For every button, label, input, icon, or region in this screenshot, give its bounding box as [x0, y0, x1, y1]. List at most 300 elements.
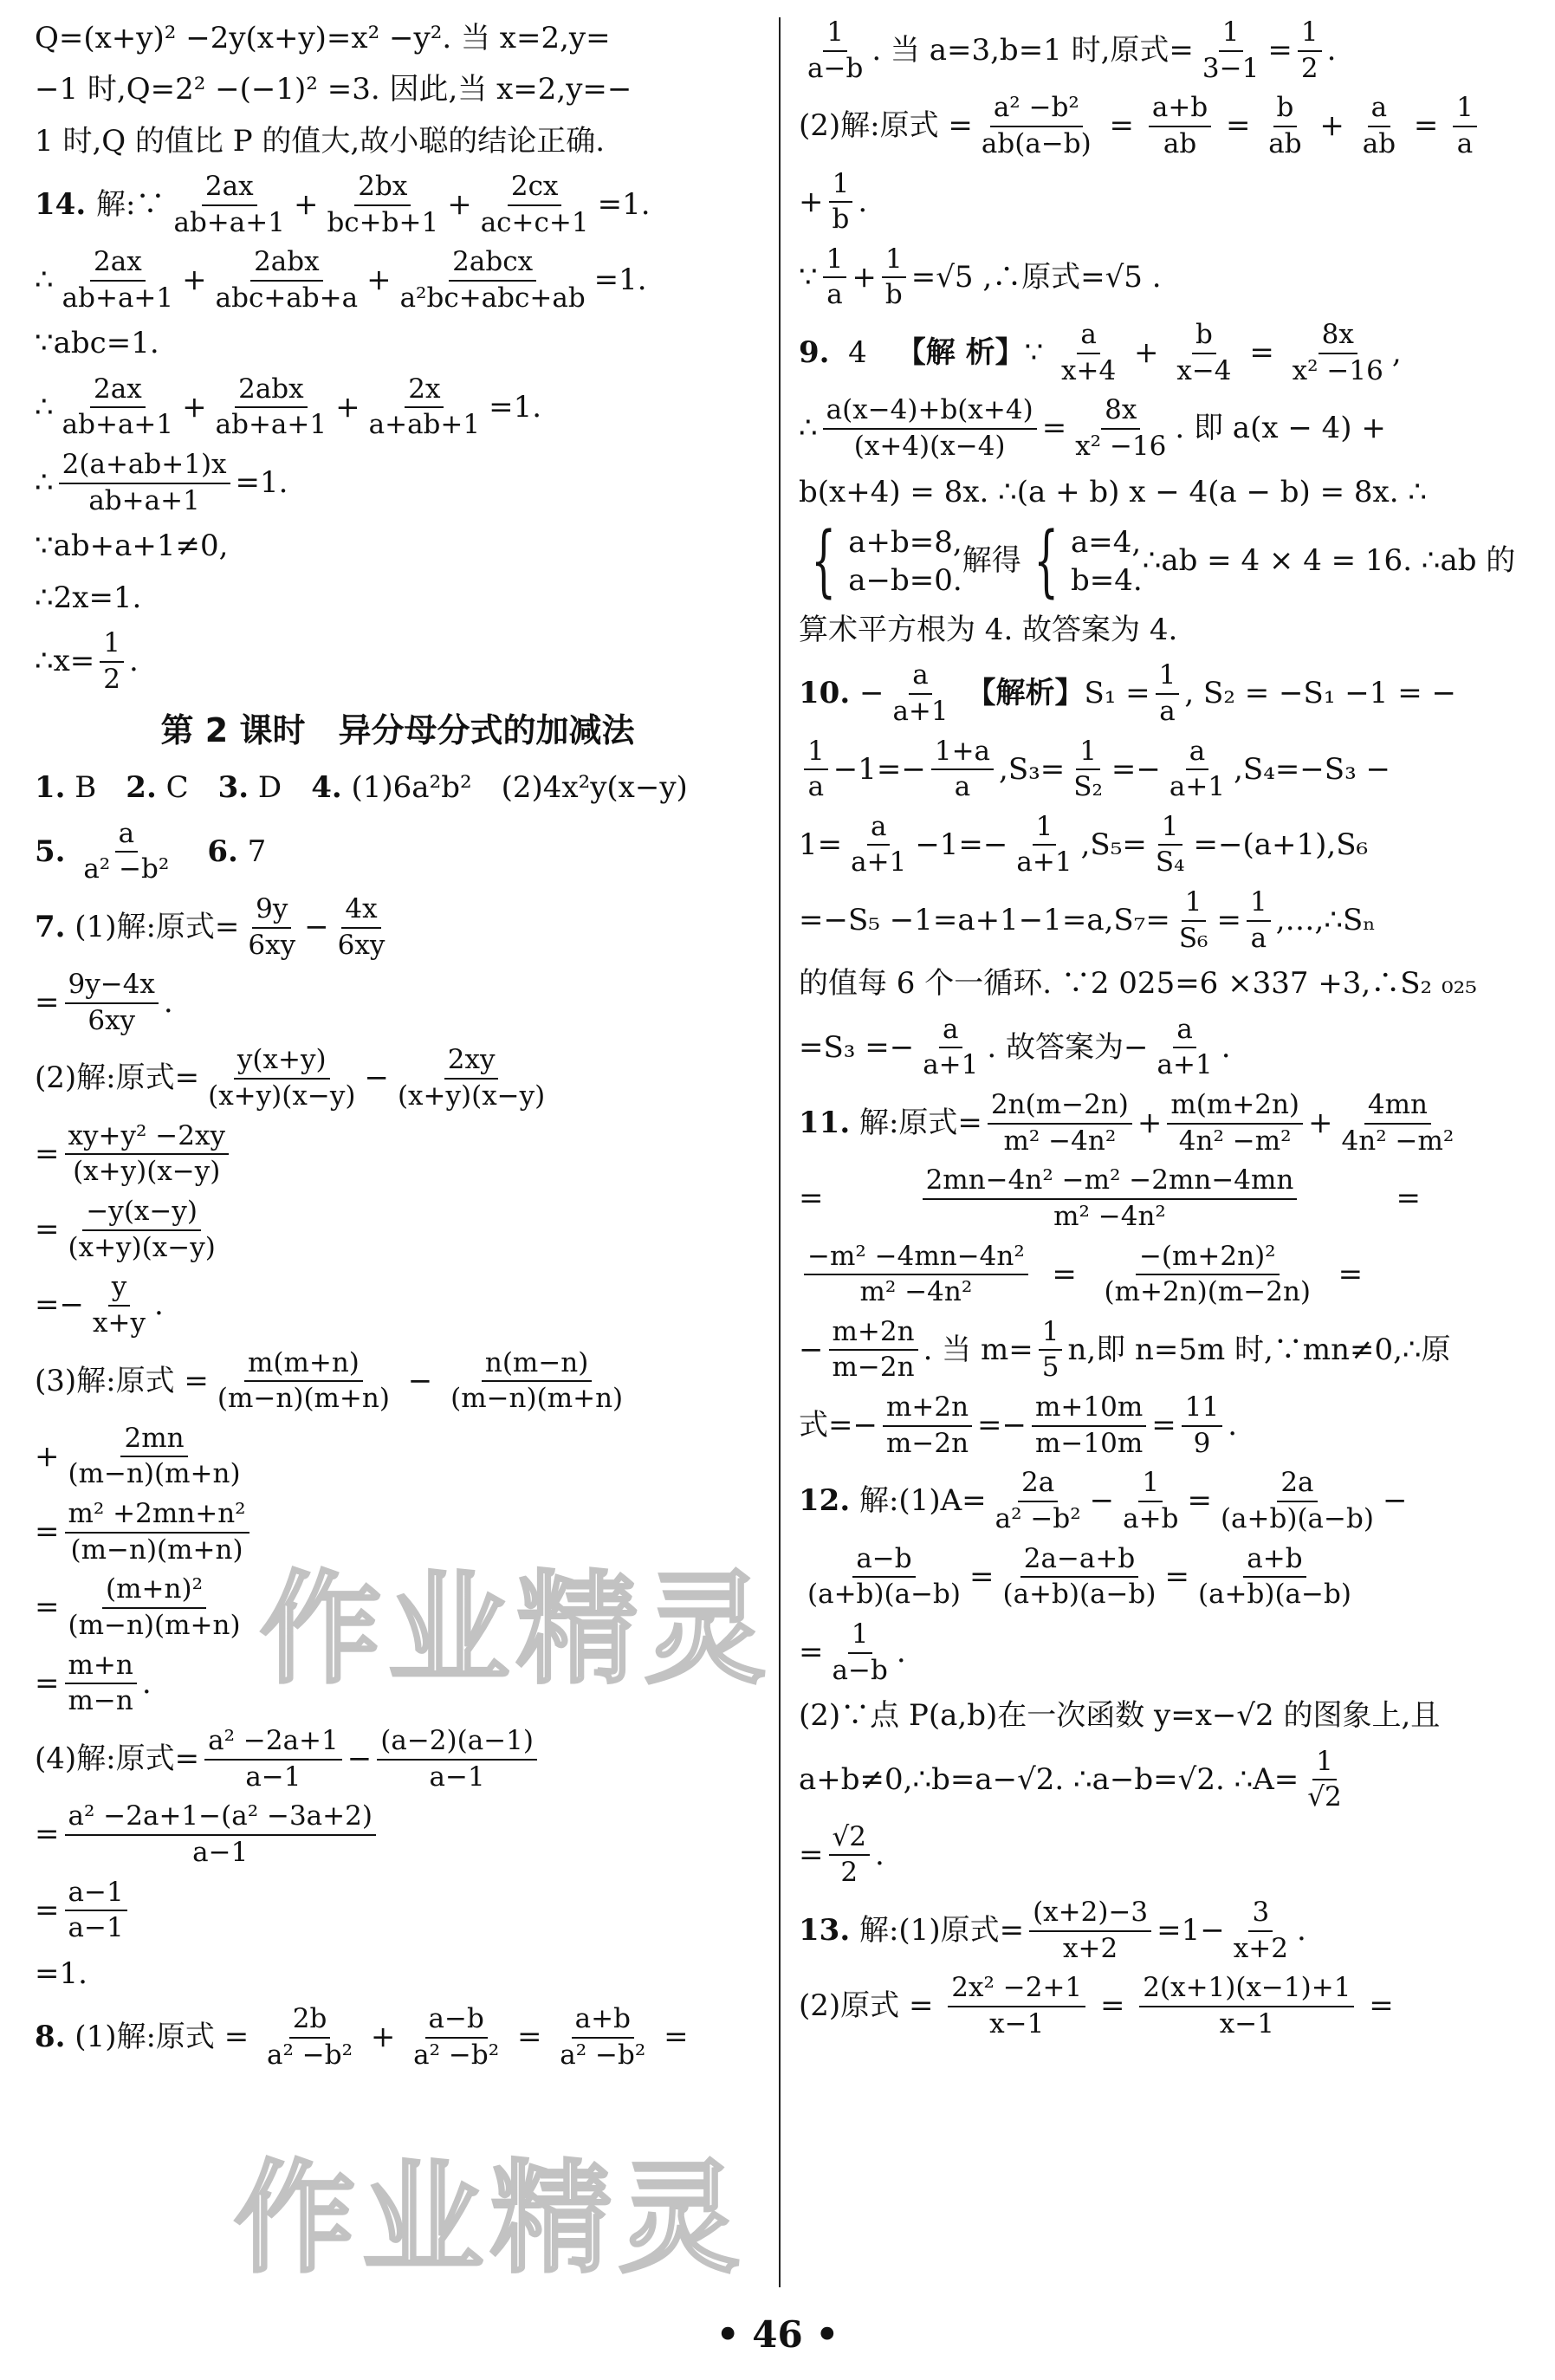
numerator: 2abcx: [449, 247, 536, 282]
fraction: [377, 1726, 537, 1793]
formula-line: [35, 1121, 761, 1188]
formula-line: [799, 1165, 1526, 1232]
numerator: y(x+y): [234, 1045, 330, 1080]
text-segment: =1.: [235, 465, 288, 501]
denominator: a+1: [923, 1049, 979, 1081]
text-segment: =−: [35, 1287, 84, 1323]
denominator: a+1: [851, 846, 907, 879]
section-title: 第 2 课时 异分母分式的加减法: [160, 711, 635, 750]
numerator: a+b: [572, 2004, 634, 2039]
system-eq: a−b=0.: [848, 562, 962, 598]
text-segment: =: [1164, 1559, 1189, 1594]
denominator: (x+y)(x−y): [208, 1080, 356, 1112]
text-line: Q=(x+y)² −2y(x+y)=x² −y². 当 x=2,y=: [35, 21, 611, 55]
formula-line: [35, 1801, 761, 1868]
formula-line: [799, 17, 1526, 84]
text-segment: .: [153, 1287, 164, 1323]
formula-line: [799, 1822, 1526, 1889]
text-segment: +: [799, 184, 824, 219]
numerator: y: [108, 1272, 131, 1307]
fraction: [1072, 395, 1169, 462]
numerator: m+2n: [883, 1392, 972, 1427]
formula-line: [799, 1544, 1526, 1611]
question-number: 12.: [799, 1483, 851, 1519]
text-segment: =: [508, 2020, 552, 2055]
fraction: [1029, 1897, 1151, 1964]
text-segment: .: [1228, 1408, 1238, 1443]
fraction: [1230, 1897, 1292, 1964]
fraction: [212, 247, 361, 314]
question-number: 5.: [35, 833, 66, 869]
numerator: 2(x+1)(x−1)+1: [1139, 1973, 1354, 2007]
denominator: a+1: [892, 695, 949, 727]
text-segment: =: [1359, 1988, 1394, 2024]
numerator: m+10m: [1032, 1392, 1146, 1427]
numerator: m(m+2n): [1167, 1090, 1303, 1125]
text-segment: 4: [829, 335, 897, 371]
text-segment: =: [1187, 1483, 1212, 1519]
text-segment: =1.: [489, 389, 542, 425]
text-segment: 解:∵: [96, 186, 165, 222]
text-segment: =: [1151, 1408, 1176, 1443]
denominator: 4n² −m²: [1178, 1125, 1292, 1157]
denominator: ab: [1163, 127, 1197, 159]
question-number: 6.: [207, 833, 238, 869]
fraction: [59, 247, 177, 314]
text-segment: 1=: [799, 827, 843, 862]
text-segment: +: [447, 186, 472, 222]
watermark: 作业精灵: [234, 2149, 748, 2290]
text-segment: .: [129, 643, 139, 678]
numerator: 1: [1076, 736, 1100, 771]
denominator: (x+y)(x−y): [397, 1080, 546, 1112]
fraction: [804, 17, 866, 84]
text-segment: ,…,∴Sₙ: [1275, 903, 1376, 938]
denominator: (a+b)(a−b): [1002, 1579, 1157, 1611]
question-number: 10.: [799, 676, 851, 711]
text-segment: ∴: [799, 411, 818, 446]
text-segment: .: [1326, 32, 1337, 68]
formula-line: [799, 812, 1526, 879]
text-segment: =: [1240, 335, 1284, 371]
formula-line: [799, 395, 1526, 462]
text-segment: −: [799, 1332, 824, 1367]
formula-line: [35, 172, 761, 238]
text-segment: ∵: [1024, 335, 1053, 371]
numerator: a: [1186, 736, 1208, 771]
fraction: [931, 736, 994, 803]
text-segment: =: [1302, 1181, 1421, 1216]
text-segment: =: [799, 1634, 824, 1670]
numerator: 4x: [341, 894, 380, 929]
formula-line: [799, 887, 1526, 954]
fraction: [1247, 887, 1271, 954]
fraction: [65, 1499, 249, 1566]
brace-icon: {: [1033, 515, 1059, 606]
denominator: x+2: [1063, 1932, 1118, 1964]
numerator: 1: [1312, 1747, 1337, 1781]
text-segment: =: [35, 1665, 60, 1701]
numerator: 2mn: [120, 1423, 187, 1458]
equation-system: [1021, 515, 1143, 606]
text-segment: −: [364, 1060, 389, 1096]
numerator: a−1: [65, 1877, 127, 1912]
text-segment: =: [1091, 1988, 1135, 2024]
fraction: [988, 1090, 1132, 1157]
denominator: b: [832, 204, 850, 236]
text-line: =1.: [35, 1955, 87, 1991]
text-segment: =−S₅ −1=a+1−1=a,S₇=: [799, 903, 1170, 938]
fraction: [170, 172, 288, 238]
fraction: [1217, 1468, 1377, 1534]
text-segment: =S₃ =−: [799, 1029, 915, 1065]
numerator: 1: [1158, 812, 1182, 846]
text-segment: 式=−: [799, 1408, 878, 1443]
denominator: ac+c+1: [480, 206, 589, 238]
numerator: 8x: [1101, 395, 1140, 430]
numerator: a: [1077, 320, 1099, 354]
text-segment: . 当 a=3,b=1 时,原式=: [871, 32, 1194, 68]
fraction: [59, 450, 230, 516]
formula-line: [35, 970, 761, 1036]
denominator: ab+a+1: [62, 409, 174, 441]
fraction: [1176, 887, 1212, 954]
numerator: xy+y² −2xy: [65, 1121, 229, 1156]
denominator: S₄: [1155, 846, 1185, 879]
text-segment: ,S₄=−S₃ −: [1234, 751, 1391, 787]
fraction: [883, 1392, 972, 1459]
fraction: [999, 1544, 1159, 1611]
text-segment: .: [874, 1837, 884, 1872]
denominator: 4n² −m²: [1341, 1125, 1455, 1157]
formula-line: [35, 247, 761, 314]
denominator: (m−n)(m+n): [70, 1534, 243, 1566]
text-segment: +: [35, 1438, 60, 1474]
text-segment: +: [1310, 108, 1354, 144]
formula-line: [799, 736, 1526, 803]
denominator: ab+a+1: [215, 409, 327, 441]
fraction: [829, 1619, 891, 1686]
denominator: abc+ab+a: [215, 282, 359, 314]
text-segment: =: [35, 1817, 60, 1852]
denominator: a² −b²: [413, 2039, 500, 2071]
fraction: [829, 1822, 870, 1889]
denominator: (m−n)(m+n): [68, 1458, 241, 1490]
denominator: (m−n)(m+n): [450, 1383, 624, 1415]
text-segment: (2)解:原式=: [35, 1060, 200, 1096]
fraction: [556, 2004, 649, 2071]
denominator: (x+4)(x−4): [853, 431, 1006, 463]
numerator: √2: [829, 1822, 870, 1857]
numerator: m(m+n): [244, 1348, 363, 1383]
text-segment: +: [1308, 1105, 1333, 1140]
fraction: [948, 1973, 1085, 2040]
numerator: a−b: [852, 1544, 915, 1579]
text-segment: =: [1404, 108, 1448, 144]
brace-icon: {: [811, 515, 836, 606]
denominator: a² −b²: [83, 853, 170, 885]
denominator: m−2n: [832, 1352, 915, 1384]
numerator: 1: [1156, 660, 1180, 695]
fraction: [1199, 17, 1262, 84]
text-segment: =: [1216, 903, 1241, 938]
numerator: a: [939, 1015, 962, 1049]
numerator: 8x: [1319, 320, 1357, 354]
numerator: n(m−n): [482, 1348, 593, 1383]
numerator: (a−2)(a−1): [377, 1726, 537, 1761]
text-segment: =: [799, 1837, 824, 1872]
fraction: [1070, 736, 1106, 803]
fraction: [65, 1877, 127, 1944]
numerator: 4mn: [1364, 1090, 1431, 1125]
numerator: m+2n: [829, 1317, 918, 1352]
fraction: [847, 812, 910, 879]
numerator: a² −2a+1: [204, 1726, 342, 1761]
column-divider: [779, 17, 781, 2287]
system-eq: a=4,: [1070, 524, 1142, 560]
text-segment: D: [249, 770, 312, 806]
denominator: a+1: [1016, 846, 1072, 879]
numerator: 11: [1182, 1392, 1222, 1427]
text-segment: +: [182, 389, 207, 425]
text-segment: +: [852, 259, 877, 295]
denominator: a² −b²: [560, 2039, 646, 2071]
numerator: a² −b²: [990, 93, 1083, 127]
text-segment: =: [1216, 108, 1260, 144]
text-segment: (2)原式 =: [799, 1988, 943, 2024]
analysis-tag: 【解 析】: [896, 335, 1025, 371]
fraction: [410, 2004, 502, 2071]
fraction: [1298, 17, 1322, 84]
numerator: 2xy: [444, 1045, 499, 1080]
fraction: [65, 1650, 137, 1717]
fraction: [89, 1272, 149, 1339]
denominator: m−10m: [1035, 1427, 1144, 1459]
text-segment: +: [361, 2020, 405, 2055]
analysis-tag: 【解析】: [966, 676, 1085, 711]
text-segment: ∴: [35, 263, 54, 298]
watermark: 作业精灵: [260, 1560, 774, 1701]
formula-line: [35, 1726, 761, 1793]
numerator: a: [1173, 1015, 1195, 1049]
text-segment: =−: [1111, 751, 1161, 787]
formula-line: [35, 2004, 761, 2071]
text-segment: .: [896, 1634, 906, 1670]
question-number: 7.: [35, 909, 66, 944]
fraction: [65, 1801, 376, 1868]
numerator: 9y: [252, 894, 291, 929]
fraction: [1139, 1973, 1354, 2040]
text-segment: =: [35, 1136, 60, 1171]
denominator: 2: [1300, 52, 1319, 84]
numerator: 1: [1219, 17, 1243, 52]
text-segment: [178, 831, 207, 873]
fraction: [882, 244, 906, 311]
numerator: 1: [823, 244, 847, 279]
denominator: a−b: [807, 52, 864, 84]
denominator: x−1: [989, 2008, 1045, 2040]
text-segment: .: [1221, 1029, 1231, 1065]
numerator: m² +2mn+n²: [65, 1499, 249, 1534]
numerator: 2ax: [202, 172, 257, 206]
text-segment: [957, 672, 967, 715]
formula-line: [35, 819, 761, 885]
fraction: [1359, 93, 1399, 159]
denominator: a: [807, 771, 825, 803]
fraction: [323, 172, 442, 238]
text-segment: =: [1099, 108, 1144, 144]
denominator: a−1: [429, 1761, 485, 1793]
denominator: 6xy: [337, 929, 386, 961]
left-column: [35, 17, 761, 2079]
denominator: 2: [103, 663, 121, 695]
formula-line: [35, 767, 761, 809]
fraction: [829, 1317, 918, 1384]
formula-line: [799, 1392, 1526, 1459]
text-segment: =: [1033, 1256, 1096, 1292]
numerator: 1: [882, 244, 906, 279]
numerator: 1: [1138, 1468, 1163, 1502]
formula-line: [799, 1242, 1526, 1308]
formula-line: [35, 894, 761, 961]
fraction: [829, 169, 853, 236]
numerator: a² −2a+1−(a² −3a+2): [65, 1801, 376, 1836]
denominator: m−n: [68, 1685, 133, 1717]
denominator: 9: [1193, 1427, 1211, 1459]
text-line: b(x+4) = 8x. ∴(a + b) x − 4(a − b) = 8x. ∴: [799, 474, 1427, 509]
text-segment: ∵: [799, 259, 818, 295]
formula-line: [799, 1317, 1526, 1384]
denominator: bc+b+1: [327, 206, 439, 238]
numerator: 1: [823, 17, 847, 52]
denominator: 3−1: [1202, 52, 1260, 84]
numerator: b: [1273, 93, 1298, 127]
fraction: [1182, 1392, 1222, 1459]
text-segment: +: [335, 389, 360, 425]
text-segment: 解:原式=: [850, 1105, 982, 1140]
fraction: [397, 247, 589, 314]
formula-line: [799, 1619, 1526, 1686]
fraction: [447, 1348, 626, 1415]
numerator: 2x: [405, 374, 444, 409]
text-segment: 解:(1)原式=: [850, 1913, 1025, 1949]
denominator: ab(a−b): [981, 127, 1092, 159]
denominator: 2: [840, 1857, 858, 1889]
system-lines: [848, 523, 962, 600]
text-segment: .: [858, 184, 868, 219]
text-segment: −: [398, 1363, 443, 1398]
denominator: (m+2n)(m−2n): [1104, 1276, 1312, 1308]
formula-line: [799, 660, 1526, 727]
right-column: [799, 17, 1526, 2049]
numerator: a: [909, 660, 931, 695]
denominator: a−1: [245, 1761, 301, 1793]
text-segment: =: [35, 1211, 60, 1247]
fraction: [1039, 1317, 1063, 1384]
formula-line: [35, 1423, 761, 1490]
numerator: 2(a+ab+1)x: [59, 450, 230, 484]
numerator: 2x² −2+1: [948, 1973, 1085, 2007]
question-number: 8.: [35, 2020, 66, 2055]
numerator: −y(x−y): [82, 1196, 201, 1231]
system-lines: [1071, 523, 1143, 600]
fraction: [823, 244, 847, 311]
numerator: 1: [1298, 17, 1322, 52]
text-segment: n,即 n=5m 时,∵mn≠0,∴原: [1067, 1332, 1451, 1367]
system-eq: b=4.: [1070, 562, 1143, 598]
fraction: [804, 1544, 964, 1611]
fraction: [804, 1242, 1028, 1308]
fraction: [65, 1121, 229, 1188]
denominator: x+2: [1233, 1932, 1288, 1964]
text-segment: [66, 831, 75, 873]
denominator: a−1: [192, 1836, 249, 1868]
denominator: ab: [1362, 127, 1396, 159]
fraction: [244, 894, 299, 961]
numerator: 1: [848, 1619, 872, 1654]
question-number: 2.: [126, 770, 157, 806]
text-segment: .: [1296, 1913, 1306, 1949]
numerator: 1+a: [931, 736, 994, 771]
denominator: x−1: [1219, 2008, 1274, 2040]
text-segment: C: [156, 770, 218, 806]
text-segment: =1.: [597, 186, 651, 222]
text-segment: B: [65, 770, 126, 806]
text-segment: +: [293, 186, 319, 222]
text-segment: (2)解:原式 =: [799, 108, 973, 144]
question-number: 14.: [35, 186, 96, 222]
formula-line: [799, 1973, 1526, 2040]
text-segment: +: [1124, 335, 1169, 371]
text-segment: =: [35, 1892, 60, 1928]
text-segment: 7: [237, 833, 267, 869]
fraction: [1289, 320, 1387, 386]
text-segment: . 当 m=: [923, 1332, 1033, 1367]
fraction: [65, 970, 159, 1036]
numerator: −(m+2n)²: [1136, 1242, 1280, 1276]
text-segment: −: [1089, 1483, 1115, 1519]
text-line: (2)∵点 P(a,b)在一次函数 y=x−√2 的图象上,且: [799, 1698, 1441, 1734]
denominator: (m−n)(m+n): [217, 1383, 390, 1415]
denominator: ab: [1268, 127, 1302, 159]
fraction: [263, 2004, 356, 2071]
denominator: ab+a+1: [173, 206, 285, 238]
fraction: [992, 1468, 1085, 1534]
text-line: −1 时,Q=2² −(−1)² =3. 因此,当 x=2,y=−: [35, 72, 632, 107]
numerator: 1: [1247, 887, 1271, 922]
numerator: 2n(m−2n): [988, 1090, 1132, 1125]
numerator: a: [867, 812, 890, 846]
equation-system: [799, 515, 962, 606]
numerator: m+n: [65, 1650, 137, 1685]
text-segment: =−(a+1),S₆: [1193, 827, 1369, 862]
question-number: 11.: [799, 1105, 851, 1140]
formula-line: [799, 1090, 1526, 1157]
denominator: (a+b)(a−b): [1197, 1579, 1351, 1611]
fraction: [366, 374, 483, 441]
text-segment: =: [35, 1590, 60, 1625]
numerator: 2a−a+b: [1020, 1544, 1138, 1579]
formula-line: [35, 1045, 761, 1112]
text-segment: =: [654, 2020, 689, 2055]
formula-line: [35, 1196, 761, 1263]
text-line: 1 时,Q 的值比 P 的值大,故小聪的结论正确.: [35, 123, 606, 159]
denominator: (x+y)(x−y): [68, 1231, 216, 1263]
fraction: [212, 374, 330, 441]
denominator: a+ab+1: [368, 409, 481, 441]
text-segment: . 即 a(x − 4) +: [1175, 411, 1386, 446]
numerator: 9y−4x: [65, 970, 159, 1004]
